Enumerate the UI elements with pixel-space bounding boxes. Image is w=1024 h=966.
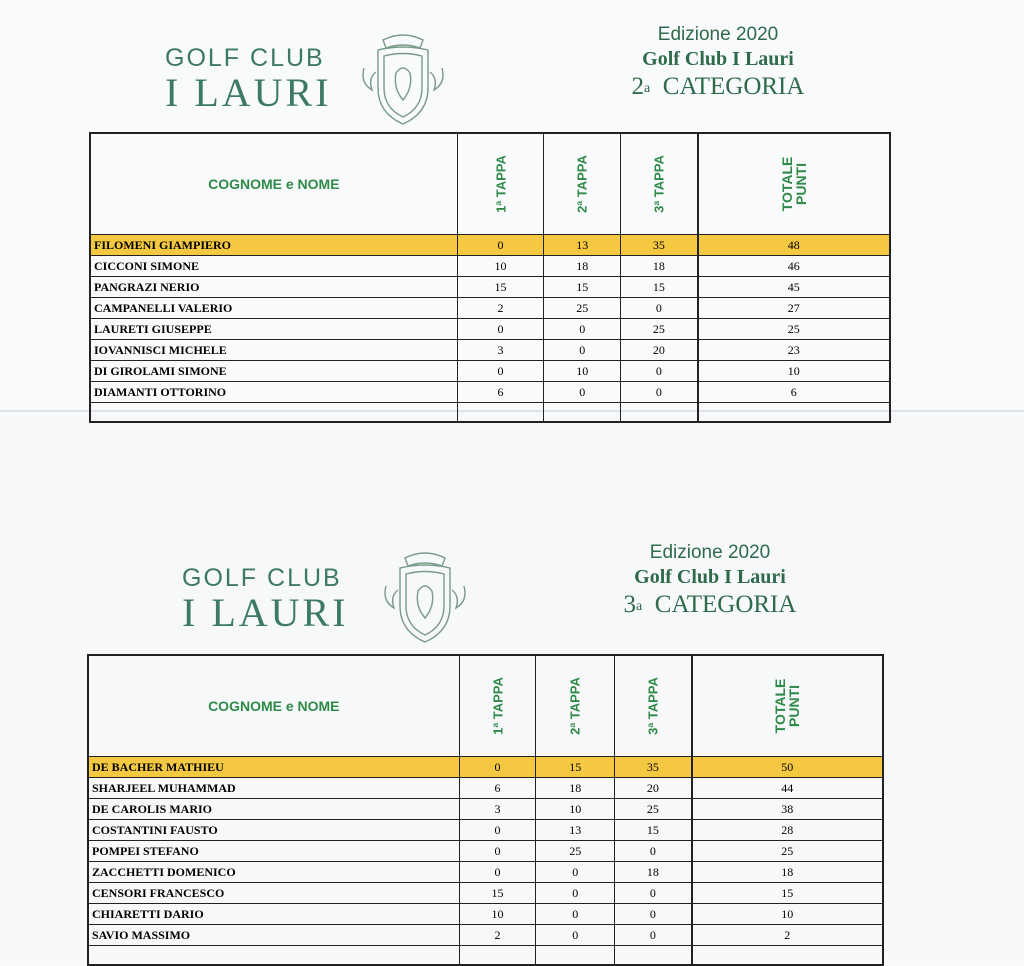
player-name-cell: CENSORI FRANCESCO — [88, 883, 459, 904]
stage3-points-cell: 0 — [621, 382, 698, 403]
club-name: Golf Club I Lauri — [634, 566, 786, 588]
player-name-cell: DIAMANTI OTTORINO — [90, 382, 457, 403]
player-name-cell: LAURETI GIUSEPPE — [90, 319, 457, 340]
logo-line1: GOLF CLUB — [165, 44, 325, 72]
section-header — [600, 542, 820, 620]
player-name-cell: SAVIO MASSIMO — [88, 925, 459, 946]
stage1-points-cell: 15 — [459, 883, 536, 904]
player-name-cell: PANGRAZI NERIO — [90, 277, 457, 298]
total-points-cell: 44 — [692, 778, 884, 799]
stage1-points-cell: 0 — [457, 235, 544, 256]
total-points-cell: 18 — [692, 862, 884, 883]
stage2-points-cell: 13 — [544, 235, 621, 256]
table-row — [90, 298, 890, 319]
player-name-cell: SHARJEEL MUHAMMAD — [88, 778, 459, 799]
stage1-points-cell: 2 — [457, 298, 544, 319]
table-header-row — [88, 655, 883, 757]
stage3-points-cell: 25 — [621, 319, 698, 340]
header-stage2: 2ª TAPPA — [536, 655, 615, 757]
header-name: COGNOME e NOME — [90, 133, 457, 235]
stage2-points-cell: 0 — [544, 340, 621, 361]
player-name-cell: IOVANNISCI MICHELE — [90, 340, 457, 361]
stage2-points-cell: 0 — [536, 862, 615, 883]
total-points-cell: 6 — [698, 382, 891, 403]
crest-icon — [358, 28, 448, 128]
header-total: TOTALE PUNTI — [698, 133, 891, 235]
empty-cell — [90, 403, 457, 423]
player-name-cell: CHIARETTI DARIO — [88, 904, 459, 925]
stage1-points-cell: 15 — [457, 277, 544, 298]
header-stage3: 3ª TAPPA — [615, 655, 692, 757]
table-row — [90, 361, 890, 382]
table-row — [90, 382, 890, 403]
stage2-points-cell: 0 — [536, 883, 615, 904]
edition-label: Edizione 2020 — [649, 542, 771, 563]
table-row — [90, 319, 890, 340]
stage3-points-cell: 18 — [615, 862, 692, 883]
club-logo-text — [165, 44, 332, 113]
total-points-cell: 25 — [698, 319, 891, 340]
stage2-points-cell: 25 — [544, 298, 621, 319]
table-row — [88, 778, 883, 799]
stage3-points-cell: 20 — [615, 778, 692, 799]
total-points-cell: 10 — [692, 904, 884, 925]
stage2-points-cell: 0 — [544, 319, 621, 340]
stage3-points-cell: 15 — [621, 277, 698, 298]
stage1-points-cell: 6 — [457, 382, 544, 403]
table-row — [88, 925, 883, 946]
stage2-points-cell: 0 — [544, 382, 621, 403]
player-name-cell: CICCONI SIMONE — [90, 256, 457, 277]
empty-cell — [457, 403, 544, 423]
player-name-cell: COSTANTINI FAUSTO — [88, 820, 459, 841]
stage1-points-cell: 0 — [457, 361, 544, 382]
total-points-cell: 10 — [698, 361, 891, 382]
stage3-points-cell: 0 — [615, 925, 692, 946]
stage3-points-cell: 15 — [615, 820, 692, 841]
total-points-cell: 38 — [692, 799, 884, 820]
table-row — [90, 235, 890, 256]
stage1-points-cell: 3 — [459, 799, 536, 820]
section-header — [608, 24, 828, 102]
stage1-points-cell: 0 — [459, 841, 536, 862]
table-row — [88, 757, 883, 778]
total-points-cell: 15 — [692, 883, 884, 904]
stage2-points-cell: 25 — [536, 841, 615, 862]
logo-line1: GOLF CLUB — [182, 564, 342, 592]
total-points-cell: 23 — [698, 340, 891, 361]
empty-cell — [536, 946, 615, 966]
player-name-cell: DI GIROLAMI SIMONE — [90, 361, 457, 382]
total-points-cell: 45 — [698, 277, 891, 298]
stage3-points-cell: 35 — [615, 757, 692, 778]
stage2-points-cell: 10 — [544, 361, 621, 382]
category-title: 2$^a$ CATEGORIA — [631, 73, 805, 100]
stage1-points-cell: 0 — [457, 319, 544, 340]
table-header-row — [90, 133, 890, 235]
ranking-table-2nd — [89, 132, 891, 423]
table-row — [90, 277, 890, 298]
ranking-table-3rd — [87, 654, 884, 966]
header-stage2: 2ª TAPPA — [544, 133, 621, 235]
stage3-points-cell: 35 — [621, 235, 698, 256]
empty-row — [90, 403, 890, 423]
total-points-cell: 50 — [692, 757, 884, 778]
empty-cell — [615, 946, 692, 966]
total-points-cell: 46 — [698, 256, 891, 277]
stage3-points-cell: 25 — [615, 799, 692, 820]
stage2-points-cell: 15 — [544, 277, 621, 298]
stage3-points-cell: 0 — [621, 298, 698, 319]
table-row — [88, 883, 883, 904]
empty-cell — [544, 403, 621, 423]
player-name-cell: DE CAROLIS MARIO — [88, 799, 459, 820]
player-name-cell: POMPEI STEFANO — [88, 841, 459, 862]
edition-label: Edizione 2020 — [657, 24, 779, 45]
stage3-points-cell: 0 — [615, 904, 692, 925]
stage2-points-cell: 15 — [536, 757, 615, 778]
total-points-cell: 27 — [698, 298, 891, 319]
stage1-points-cell: 10 — [459, 904, 536, 925]
total-points-cell: 25 — [692, 841, 884, 862]
club-logo-text — [182, 564, 349, 633]
stage1-points-cell: 2 — [459, 925, 536, 946]
stage2-points-cell: 10 — [536, 799, 615, 820]
logo-line2: I LAURI — [182, 590, 349, 635]
stage1-points-cell: 0 — [459, 862, 536, 883]
stage3-points-cell: 0 — [615, 841, 692, 862]
header-stage3: 3ª TAPPA — [621, 133, 698, 235]
header-total: TOTALE PUNTI — [692, 655, 884, 757]
stage3-points-cell: 20 — [621, 340, 698, 361]
empty-cell — [459, 946, 536, 966]
total-points-cell: 2 — [692, 925, 884, 946]
stage3-points-cell: 0 — [615, 883, 692, 904]
crest-icon — [380, 546, 470, 646]
stage1-points-cell: 3 — [457, 340, 544, 361]
stage1-points-cell: 0 — [459, 757, 536, 778]
stage2-points-cell: 0 — [536, 904, 615, 925]
empty-cell — [698, 403, 891, 423]
header-stage1: 1ª TAPPA — [457, 133, 544, 235]
stage1-points-cell: 6 — [459, 778, 536, 799]
table-row — [88, 820, 883, 841]
stage2-points-cell: 18 — [544, 256, 621, 277]
empty-cell — [88, 946, 459, 966]
stage2-points-cell: 0 — [536, 925, 615, 946]
stage3-points-cell: 0 — [621, 361, 698, 382]
stage2-points-cell: 18 — [536, 778, 615, 799]
total-points-cell: 48 — [698, 235, 891, 256]
empty-row — [88, 946, 883, 966]
total-points-cell: 28 — [692, 820, 884, 841]
stage2-points-cell: 13 — [536, 820, 615, 841]
table-row — [90, 340, 890, 361]
table-row — [88, 799, 883, 820]
header-name: COGNOME e NOME — [88, 655, 459, 757]
table-row — [88, 904, 883, 925]
empty-cell — [692, 946, 884, 966]
table-row — [88, 862, 883, 883]
player-name-cell: CAMPANELLI VALERIO — [90, 298, 457, 319]
header-stage1: 1ª TAPPA — [459, 655, 536, 757]
player-name-cell: FILOMENI GIAMPIERO — [90, 235, 457, 256]
table-row — [90, 256, 890, 277]
player-name-cell: ZACCHETTI DOMENICO — [88, 862, 459, 883]
stage3-points-cell: 18 — [621, 256, 698, 277]
stage1-points-cell: 10 — [457, 256, 544, 277]
player-name-cell: DE BACHER MATHIEU — [88, 757, 459, 778]
category-title: 3$^a$ CATEGORIA — [623, 591, 797, 618]
stage1-points-cell: 0 — [459, 820, 536, 841]
logo-line2: I LAURI — [165, 70, 332, 115]
table-row — [88, 841, 883, 862]
empty-cell — [621, 403, 698, 423]
club-name: Golf Club I Lauri — [642, 48, 794, 70]
